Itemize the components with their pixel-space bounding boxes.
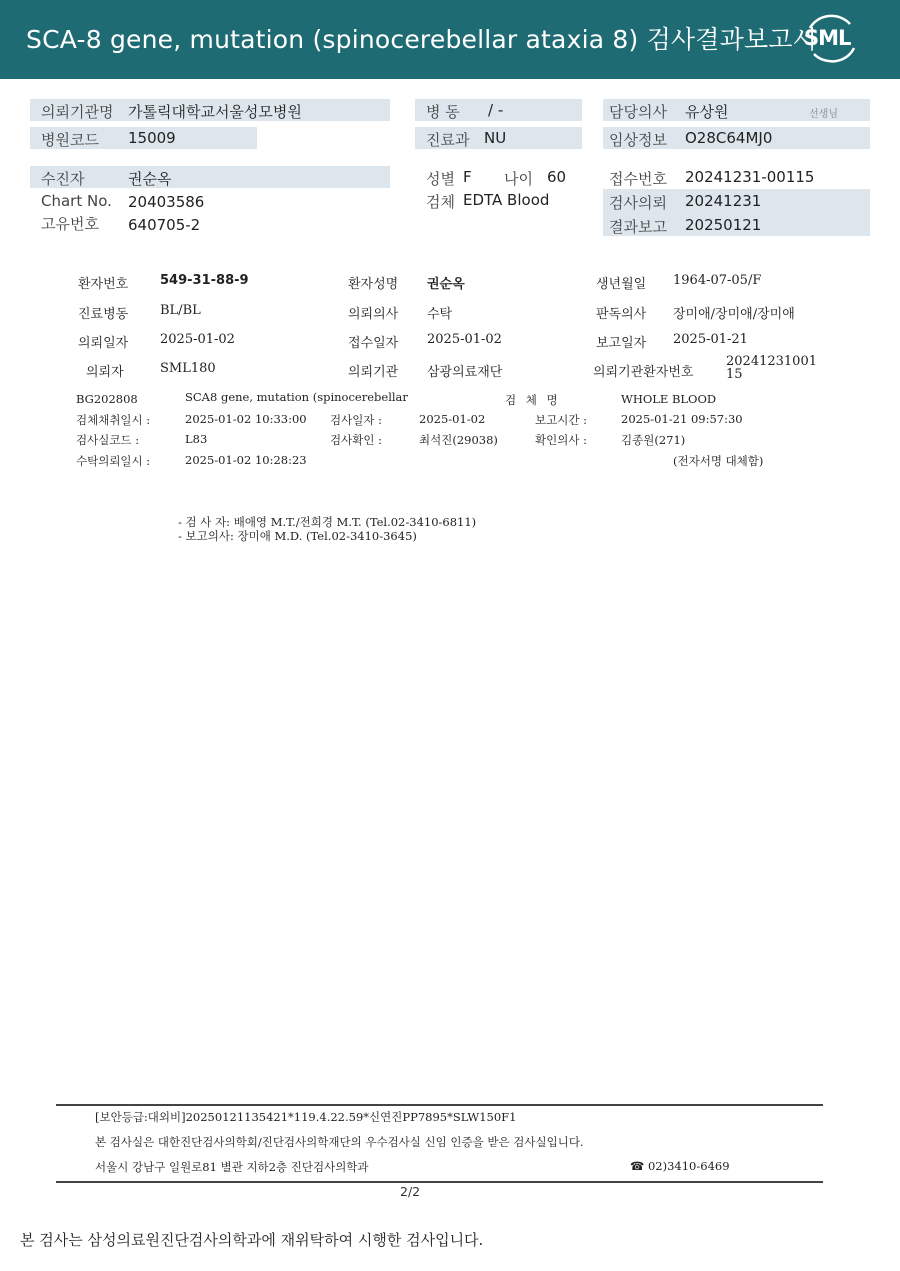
dept-value: NU <box>484 129 507 147</box>
care-ward-label: 진료병동 <box>78 307 129 322</box>
institution-patient-number-label: 의뢰기관환자번호 <box>593 365 694 380</box>
report-time-value: 2025-01-21 09:57:30 <box>621 412 743 426</box>
verify-doctor-value: 김종원(271) <box>621 433 686 447</box>
receipt-value: 20241231-00115 <box>685 168 815 186</box>
ward-label: 병 동 <box>426 103 460 121</box>
doctor-suffix: 선생님 <box>809 109 838 120</box>
requester-label: 의뢰자 <box>86 365 124 380</box>
consign-datetime-label: 수탁의뢰일시 : <box>76 454 151 468</box>
report-time-label: 보고시간 : <box>535 413 587 427</box>
specimen-name-label: 검 체 명 <box>505 393 561 407</box>
doctor-label: 담당의사 <box>609 103 667 121</box>
tester-line: - 검 사 자: 배애영 M.T./전희경 M.T. (Tel.02-3410-6811) <box>178 515 477 529</box>
collection-datetime-value: 2025-01-02 10:33:00 <box>185 412 307 426</box>
specimen-value: EDTA Blood <box>463 191 550 209</box>
institution-label: 의뢰기관명 <box>41 103 114 121</box>
dept-label: 진료과 <box>426 131 470 149</box>
receipt-label: 접수번호 <box>609 170 667 188</box>
ward-value: / - <box>488 101 504 119</box>
collection-datetime-label: 검체채취일시 : <box>76 413 151 427</box>
result-label: 결과보고 <box>609 218 667 236</box>
uid-label: 고유번호 <box>41 215 99 233</box>
request-label: 검사의뢰 <box>609 194 667 212</box>
patient-number-label: 환자번호 <box>78 277 129 292</box>
receipt-date-value: 2025-01-02 <box>427 332 502 347</box>
chart-value: 20403586 <box>128 193 205 211</box>
age-value: 60 <box>547 168 567 186</box>
specimen-name-value: WHOLE BLOOD <box>621 392 717 406</box>
sml-logo <box>800 12 860 64</box>
consign-datetime-value: 2025-01-02 10:28:23 <box>185 453 307 467</box>
patient-value: 권순옥 <box>128 170 172 188</box>
report-title: SCA-8 gene, mutation (spinocerebellar ataxia 8) 검사결과보고서 <box>26 25 818 54</box>
result-value: 20250121 <box>685 216 762 234</box>
care-ward-value: BL/BL <box>160 303 201 318</box>
footer-bottom-divider <box>56 1181 823 1183</box>
report-date-value: 2025-01-21 <box>673 332 748 347</box>
test-confirm-label: 검사확인 : <box>330 433 382 447</box>
reading-doctor-label: 판독의사 <box>596 307 647 322</box>
test-code: BG202808 <box>76 392 138 406</box>
footer-top-divider <box>56 1104 823 1106</box>
dob-label: 생년월일 <box>596 277 647 292</box>
receipt-date-label: 접수일자 <box>348 336 399 351</box>
specimen-label: 검체 <box>426 193 455 211</box>
address-line: 서울시 강남구 일원로81 별관 지하2층 진단검사의학과 <box>95 1160 369 1174</box>
hospital-code-value: 15009 <box>128 129 176 147</box>
reading-doctor-value: 장미애/장미애/장미애 <box>673 307 795 322</box>
certification-line: 본 검사실은 대한진단검사의학회/진단검사의학재단의 우수검사실 신임 인증을 받은 검사실입니다. <box>95 1135 584 1149</box>
test-date-value: 2025-01-02 <box>419 412 486 426</box>
test-confirm-value: 최석진(29038) <box>419 433 498 447</box>
requesting-institution-value: 삼광의료재단 <box>427 365 503 380</box>
requesting-institution-label: 의뢰기관 <box>348 365 399 380</box>
consignment-note: 본 검사는 삼성의료원진단검사의학과에 재위탁하여 시행한 검사입니다. <box>20 1231 484 1249</box>
clinical-label: 임상정보 <box>609 131 667 149</box>
institution-patient-number-value: 2024123100115 <box>726 354 817 382</box>
report-date-label: 보고일자 <box>596 336 647 351</box>
phone-line: ☎ 02)3410-6469 <box>630 1159 730 1173</box>
institution-value: 가톨릭대학교서울성모병원 <box>128 103 302 121</box>
age-label: 나이 <box>504 170 533 188</box>
test-date-label: 검사일자 : <box>330 413 382 427</box>
security-line: [보안등급:대외비]20250121135421*119.4.22.59*신연진PP7895*SLW150F1 <box>95 1110 517 1124</box>
patient-label: 수진자 <box>41 170 85 188</box>
requesting-doctor-value: 수탁 <box>427 307 453 322</box>
request-value: 20241231 <box>685 192 762 210</box>
logo-text: SML <box>804 26 851 50</box>
reporter-line: - 보고의사: 장미애 M.D. (Tel.02-3410-3645) <box>178 529 417 543</box>
patient-name-label: 환자성명 <box>348 277 399 292</box>
requester-value: SML180 <box>160 361 216 376</box>
page-number: 2/2 <box>400 1184 421 1199</box>
report-header-banner <box>0 0 900 79</box>
doctor-value: 유상원 <box>685 103 729 121</box>
sex-value: F <box>463 168 472 186</box>
chart-label: Chart No. <box>41 192 112 210</box>
e-signature-note: (전자서명 대체함) <box>673 454 764 468</box>
clinical-value: O28C64MJ0 <box>685 129 773 147</box>
dob-value: 1964-07-05/F <box>673 273 762 288</box>
hospital-code-label: 병원코드 <box>41 131 99 149</box>
patient-number-value: 549-31-88-9 <box>160 273 249 288</box>
sex-label: 성별 <box>426 170 455 188</box>
request-date-label: 의뢰일자 <box>78 336 129 351</box>
requesting-doctor-label: 의뢰의사 <box>348 307 399 322</box>
uid-value: 640705-2 <box>128 216 201 234</box>
lab-code-value: L83 <box>185 432 208 446</box>
request-date-value: 2025-01-02 <box>160 332 235 347</box>
patient-name-value: 권순옥 <box>427 277 465 292</box>
verify-doctor-label: 확인의사 : <box>535 433 587 447</box>
lab-code-label: 검사실코드 : <box>76 433 140 447</box>
test-name: SCA8 gene, mutation (spinocerebellar <box>185 390 408 404</box>
